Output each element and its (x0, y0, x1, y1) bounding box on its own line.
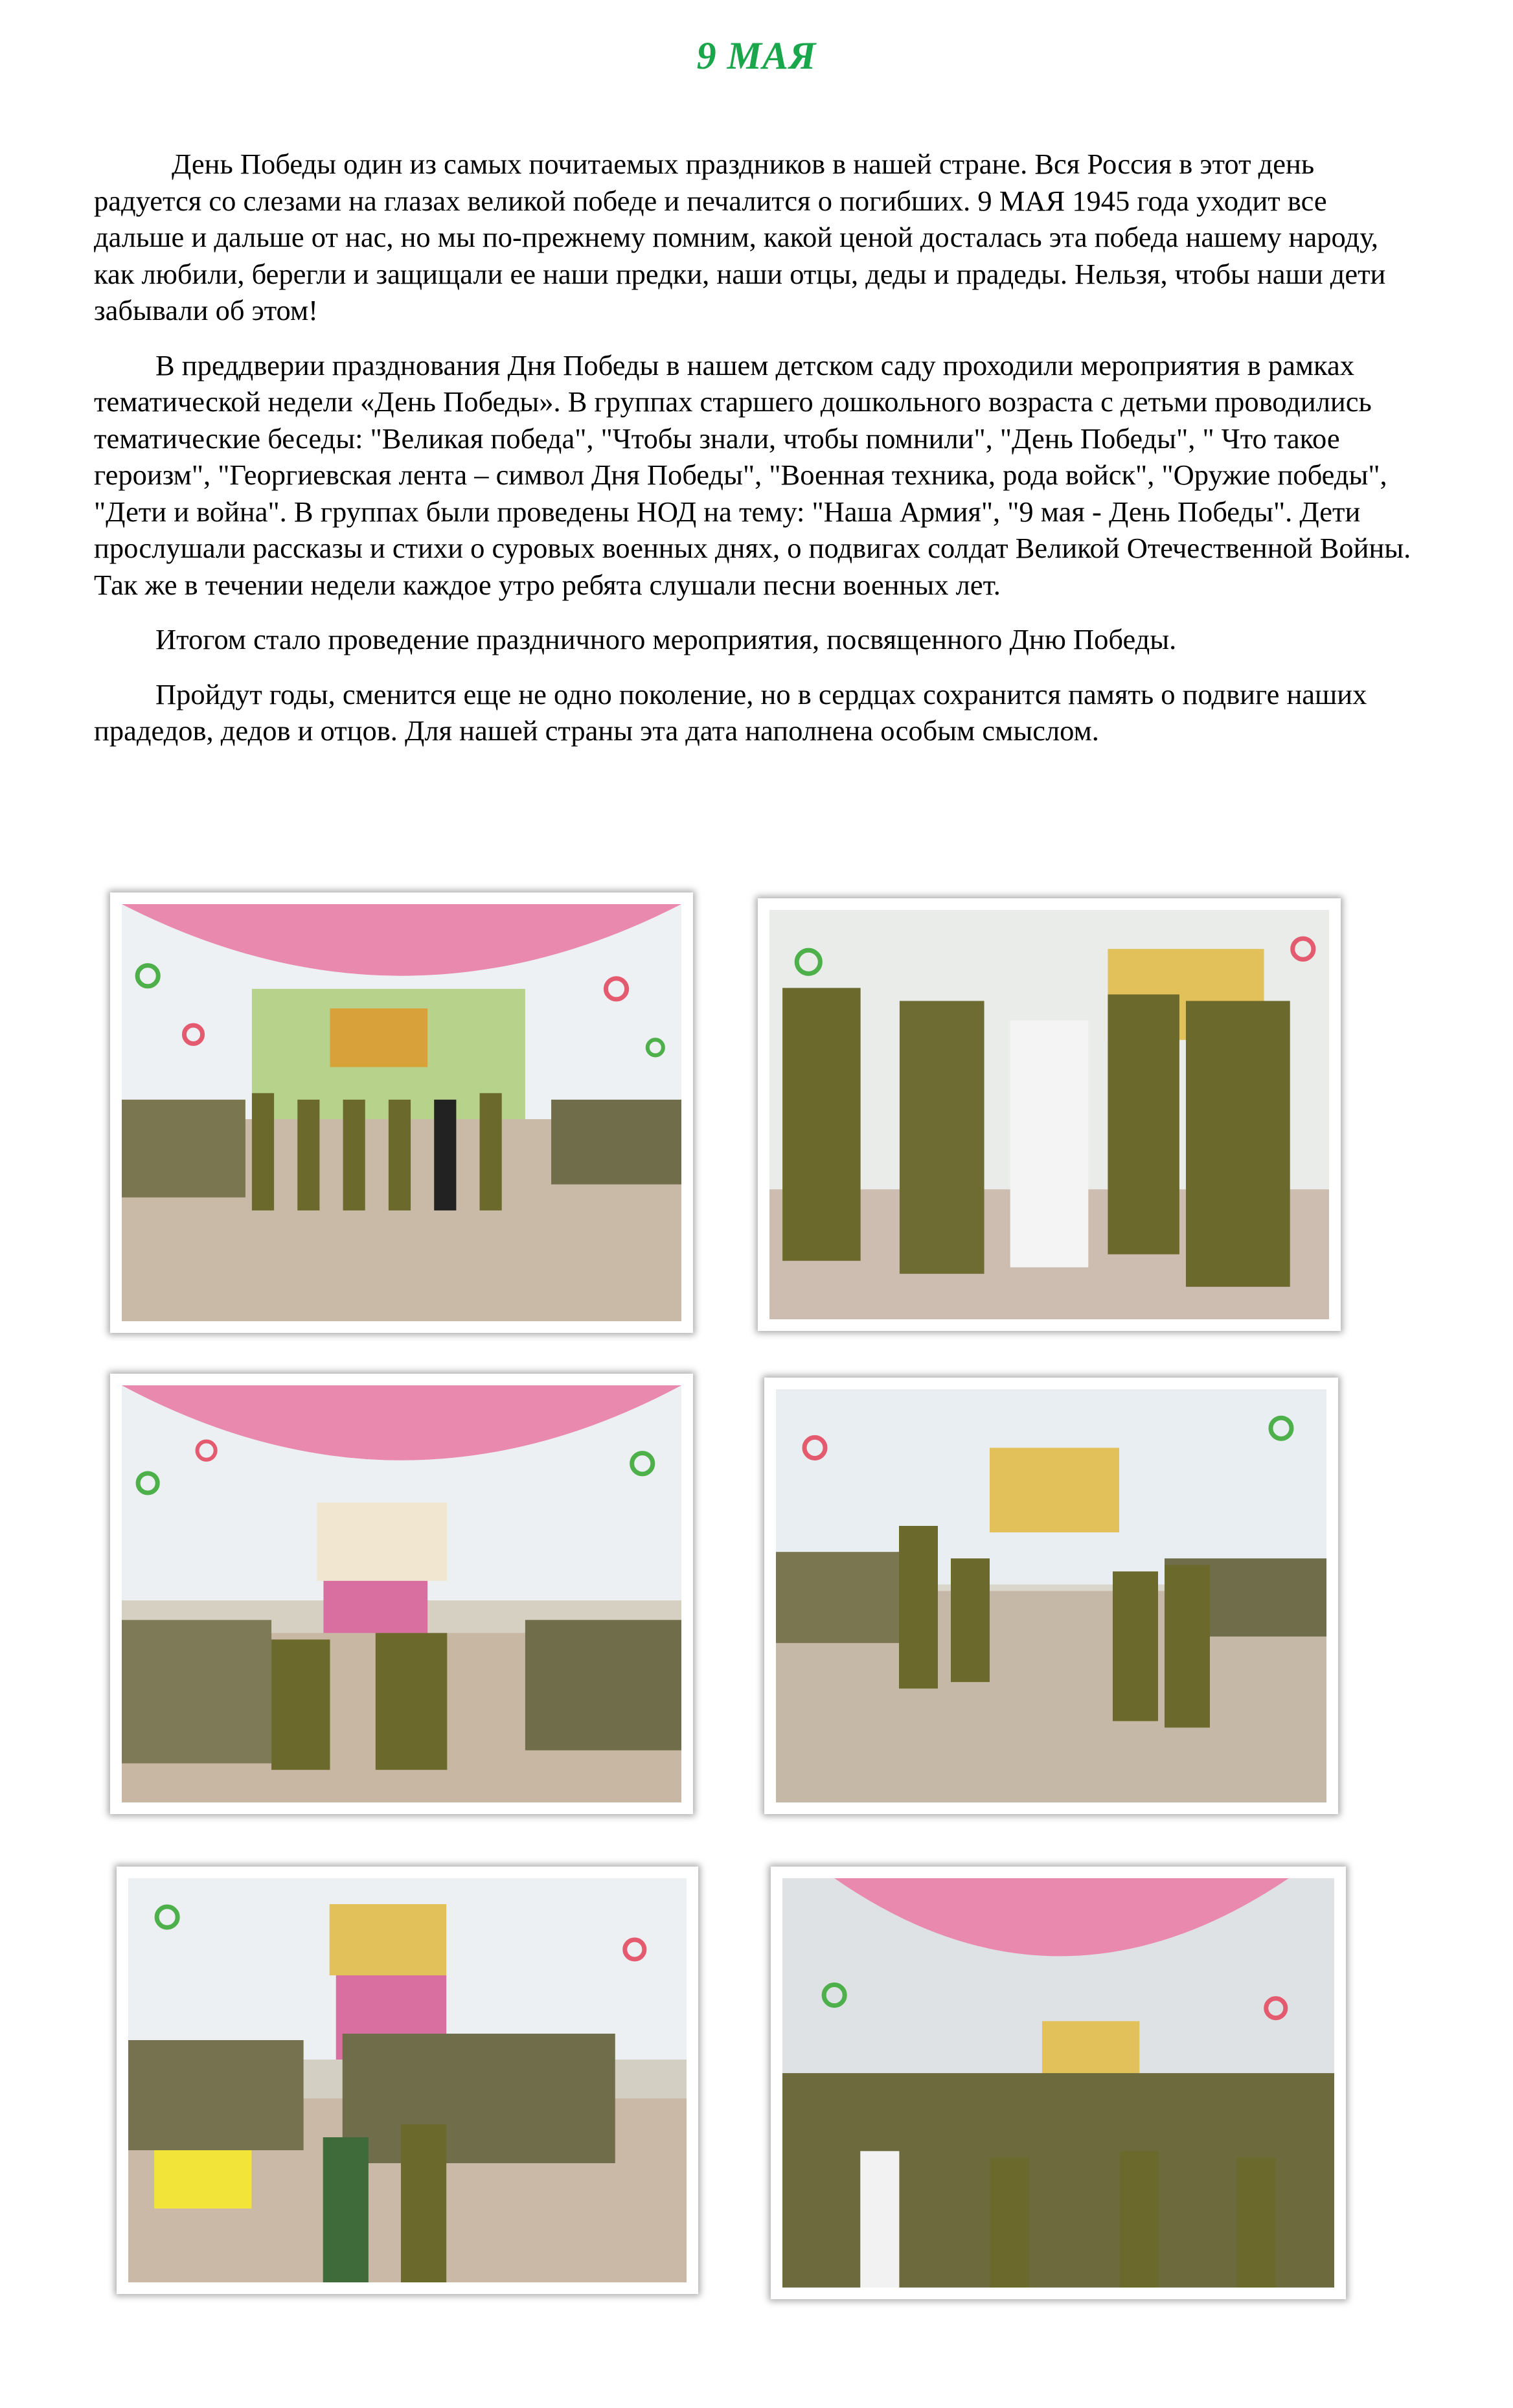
paragraph-closing: Пройдут годы, сменится еще не одно поколение, но в сердцах сохранится память о подвиге наших прадедов, дедов и отцов. Для нашей страны эта дата наполнена особым смыслом. (94, 677, 1367, 747)
photo-6 (771, 1867, 1346, 2299)
photo-6-image (782, 1878, 1334, 2288)
photo-5-image (128, 1878, 687, 2282)
photo-scene (122, 1385, 681, 1802)
photo-3-image (122, 1385, 681, 1802)
photo-scene (122, 904, 681, 1321)
photo-4 (764, 1378, 1338, 1814)
paragraph-result: Итогом стало проведение праздничного мероприятия, посвященного Дню Победы. (155, 623, 1177, 655)
photo-scene (769, 910, 1329, 1319)
article-body (94, 146, 1422, 767)
photo-scene (782, 1878, 1334, 2288)
photo-1 (110, 892, 693, 1333)
photo-3 (110, 1374, 693, 1814)
photo-5 (117, 1867, 698, 2294)
page-title: 9 МАЯ (696, 34, 817, 77)
photo-1-image (122, 904, 681, 1321)
paragraph-events: В преддверии празднования Дня Победы в нашем детском саду проходили мероприятия в рамках тематической недели «День Победы». В группах старшего дошкольного возраста с детьми проводились тематические беседы: "Великая победа", "Чтобы знали, чтобы помнили", "День Победы", " Что такое героизм", "Георгиевская лента – символ Дня Победы", "Военная техника, рода войск", "Оружие победы", "Дети и война". В группах были проведены НОД на тему: "Наша Армия", "9 мая - День Победы". Дети прослушали рассказы и стихи о суровых военных днях, о подвигах солдат Великой Отечественной Войны. Так же в течении недели каждое утро ребята слушали песни военных лет. (94, 348, 1411, 601)
photo-scene (776, 1389, 1326, 1802)
photo-scene (128, 1878, 687, 2282)
paragraph-intro: День Победы один из самых почитаемых праздников в нашей стране. Вся Россия в этот день радуется со слезами на глазах великой победе и печалится о погибших. 9 МАЯ 1945 года уходит все дальше и дальше от нас, но мы по-прежнему помним, какой ценой досталась эта победа нашему народу, как любили, берегли и защищали ее наши предки, наши отцы, деды и прадеды. Нельзя, чтобы наши дети забывали об этом! (94, 148, 1386, 326)
photo-2-image (769, 910, 1329, 1319)
photo-2 (758, 898, 1341, 1331)
photo-4-image (776, 1389, 1326, 1802)
